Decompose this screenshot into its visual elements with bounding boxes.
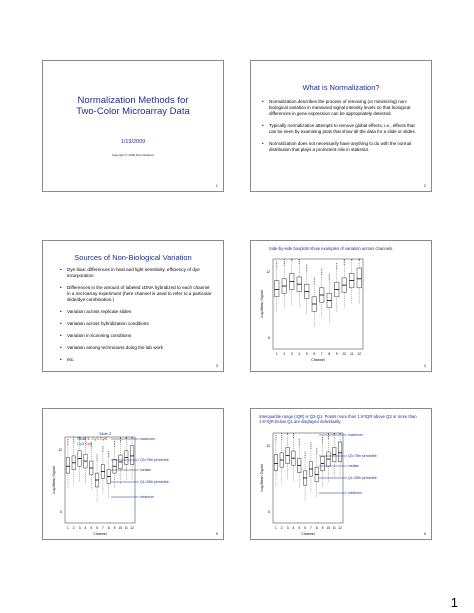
plot-frame (273, 259, 363, 349)
outlier-point (336, 267, 337, 268)
boxplot-chart (43, 409, 224, 540)
bullet: • Variation across hybridization conditions (67, 321, 213, 327)
bullet: • Variation in scanning conditions (67, 333, 213, 339)
x-tick-label: 10 (342, 352, 347, 356)
outlier-point (321, 270, 322, 271)
outlier-point (316, 451, 317, 452)
outlier-point (329, 274, 330, 275)
x-tick-label: 3 (286, 526, 289, 530)
outlier-point (322, 441, 323, 442)
box (357, 268, 362, 288)
slide-boxplot-annotated (42, 408, 224, 540)
slide-number: 1 (215, 183, 218, 188)
outlier-point (284, 263, 285, 264)
slide-number: 3 (215, 363, 218, 368)
outlier-point (108, 456, 109, 457)
outlier-point (120, 440, 121, 441)
slide-3-bullets (57, 267, 213, 369)
x-tick-label: 11 (124, 526, 128, 530)
x-tick-label: 3 (290, 352, 293, 356)
outlier-point (281, 437, 282, 438)
outlier-point (73, 443, 74, 444)
x-tick-label: 4 (298, 352, 301, 356)
boxplot-chart (251, 409, 432, 540)
annotation-label: Q1=25th percentile (348, 476, 377, 481)
outlier-point (328, 436, 329, 437)
annotation-label: Q3=75th percentile (348, 454, 377, 459)
outlier-point (322, 437, 323, 438)
slide-sources-variation (42, 240, 224, 372)
outlier-point (321, 274, 322, 275)
y-tick-label: 6 (60, 510, 62, 514)
outlier-point (306, 268, 307, 269)
box (130, 446, 134, 465)
bullet: • etc. (67, 357, 213, 363)
outlier-point (336, 265, 337, 266)
outlier-point (316, 450, 317, 451)
outlier-point (102, 449, 103, 450)
outlier-point (344, 259, 345, 260)
x-tick-label: 2 (72, 526, 75, 530)
x-tick-label: 3 (78, 526, 81, 530)
outlier-point (344, 260, 345, 261)
outlier-point (336, 263, 337, 264)
bullet: • Dye bias: differences in heat and light sensitivity, efficiency of dye incorporation (67, 267, 213, 279)
slide-number: 5 (215, 531, 218, 536)
x-tick-label: 7 (310, 526, 312, 530)
outlier-point (310, 444, 311, 445)
x-tick-label: 5 (90, 526, 93, 530)
boxplot-chart (251, 241, 432, 372)
outlier-point (306, 267, 307, 268)
box (338, 442, 342, 462)
slide-1-date: 1/13/2009 (120, 139, 146, 145)
outlier-point (340, 433, 341, 434)
slide-iqr (250, 408, 432, 540)
outlier-point (310, 446, 311, 447)
x-tick-label: 8 (107, 526, 110, 530)
outlier-point (314, 277, 315, 278)
outlier-point (305, 451, 306, 452)
outlier-point (132, 437, 133, 438)
outlier-point (108, 451, 109, 452)
x-tick-label: 8 (315, 526, 318, 530)
outlier-point (299, 439, 300, 440)
outlier-point (310, 448, 311, 449)
bullet: • Differences in the amount of labeled cDNA hybridized to each channel in a microarray experiment (here channel is used to refer to a particular slide/dye combination.) (67, 285, 213, 303)
y-axis-label: Log Mean Signal (260, 290, 264, 318)
outlier-point (314, 281, 315, 282)
annotation-label: minimum (348, 491, 362, 496)
outlier-point (291, 259, 292, 260)
slide-number: 4 (423, 363, 426, 368)
outlier-point (102, 451, 103, 452)
bullet: • Normalization does not necessarily have anything to do with the normal distribution that plays a prominent role in statistics. (269, 141, 421, 153)
x-tick-label: 9 (335, 352, 338, 356)
outlier-point (306, 265, 307, 266)
outlier-point (275, 435, 276, 436)
outlier-point (322, 439, 323, 440)
outlier-point (305, 457, 306, 458)
x-tick-label: 6 (304, 526, 306, 530)
slide-1-title: Normalization Methods for Two-Color Microarray Data (76, 95, 190, 117)
outlier-point (281, 435, 282, 436)
outlier-point (275, 439, 276, 440)
outlier-point (329, 279, 330, 280)
outlier-point (322, 442, 323, 443)
x-axis-label: Channel (93, 532, 107, 536)
outlier-point (305, 453, 306, 454)
outlier-point (299, 259, 300, 260)
outlier-point (108, 453, 109, 454)
outlier-point (67, 441, 68, 442)
y-tick-label: 12 (266, 270, 270, 274)
outlier-point (287, 433, 288, 434)
outlier-point (305, 455, 306, 456)
outlier-point (276, 263, 277, 264)
slide-number: 6 (423, 531, 426, 536)
x-axis-label: Channel (311, 358, 325, 362)
x-tick-label: 7 (320, 352, 323, 356)
y-axis-label: Log Mean Signal (52, 466, 56, 494)
x-tick-label: 2 (283, 352, 286, 356)
outlier-point (316, 453, 317, 454)
outlier-point (314, 283, 315, 284)
bullet: • Variation among technicians doing the lab work (67, 345, 213, 351)
outlier-point (91, 448, 92, 449)
outlier-point (126, 437, 127, 438)
outlier-point (306, 270, 307, 271)
bullet: • Typically normalization attempts to remove global effects, i.e., effects that can be seen by examining plots that show all the data for a slide or slides. (269, 123, 421, 135)
slide-4-caption: Side-by-side boxplots show examples of variation across channels. (269, 246, 394, 251)
outlier-point (299, 444, 300, 445)
outlier-point (316, 448, 317, 449)
outlier-point (67, 443, 68, 444)
x-tick-label: 12 (338, 526, 342, 530)
x-tick-label: 1 (275, 352, 278, 356)
y-tick-label: 6 (268, 510, 270, 514)
outlier-point (97, 460, 98, 461)
outlier-point (276, 267, 277, 268)
x-tick-label: 4 (84, 526, 87, 530)
bullet: • Variation across replicate slides (67, 309, 213, 315)
outlier-point (275, 437, 276, 438)
outlier-point (281, 439, 282, 440)
box (66, 458, 70, 473)
outlier-point (299, 442, 300, 443)
outlier-point (299, 263, 300, 264)
x-tick-label: 10 (326, 526, 331, 530)
outlier-point (275, 441, 276, 442)
annotation-label: minimum (140, 495, 154, 500)
outlier-point (314, 279, 315, 280)
outlier-point (281, 433, 282, 434)
outlier-point (359, 259, 360, 260)
outlier-point (328, 433, 329, 434)
outlier-point (321, 272, 322, 273)
plot-frame (65, 437, 135, 523)
outlier-point (328, 438, 329, 439)
x-tick-label: 5 (298, 526, 301, 530)
x-tick-label: 8 (328, 352, 331, 356)
slide-1-copyright: Copyright © 2009 Dan Nettleton (111, 153, 155, 157)
slide-what-is-normalization (250, 60, 432, 192)
outlier-point (73, 437, 74, 438)
x-tick-label: 5 (305, 352, 308, 356)
outlier-point (321, 268, 322, 269)
outlier-point (336, 268, 337, 269)
outlier-point (344, 264, 345, 265)
outlier-point (114, 444, 115, 445)
outlier-point (102, 446, 103, 447)
x-tick-label: 1 (275, 526, 277, 530)
outlier-point (284, 265, 285, 266)
outlier-point (102, 448, 103, 449)
slide-boxplots (250, 240, 432, 372)
outlier-point (334, 433, 335, 434)
outlier-point (284, 259, 285, 260)
slide-number: 2 (423, 183, 426, 188)
x-tick-label: 7 (102, 526, 104, 530)
annotation-label: median (348, 464, 360, 469)
outlier-point (97, 456, 98, 457)
slide-title (42, 60, 224, 192)
outlier-point (284, 261, 285, 262)
outlier-point (97, 458, 98, 459)
box (275, 281, 280, 297)
outlier-point (299, 441, 300, 442)
outlier-point (114, 446, 115, 447)
outlier-point (276, 261, 277, 262)
annotation-label: Q1=25th percentile (140, 480, 169, 485)
x-tick-label: 9 (113, 526, 116, 530)
y-axis-label: Log Mean Signal (260, 464, 264, 492)
annotation-label: maximum (348, 433, 363, 438)
outlier-point (97, 455, 98, 456)
annotation-label: maximum (140, 437, 155, 442)
outlier-point (293, 433, 294, 434)
outlier-point (329, 277, 330, 278)
outlier-point (351, 259, 352, 260)
slide-label: Slide 2 (99, 431, 112, 436)
outlier-point (120, 442, 121, 443)
outlier-point (91, 446, 92, 447)
x-tick-label: 1 (67, 526, 69, 530)
y-tick-label: 12 (58, 448, 62, 452)
outlier-point (120, 437, 121, 438)
slide-2-title: What is Normalization? (302, 83, 380, 92)
x-tick-label: 4 (292, 526, 295, 530)
x-tick-label: 12 (357, 352, 362, 356)
slide-3-title: Sources of Non-Biological Variation (74, 253, 192, 262)
box (274, 455, 278, 471)
slide-6-caption: Interquartile range (IQR) is Q3-Q1. Points more than 1.5*IQR above Q3 or more than 1.5*IQR below Q1 are displayed individually. (259, 414, 417, 424)
x-axis-label: Channel (301, 532, 315, 536)
outlier-point (293, 437, 294, 438)
x-tick-label: 11 (332, 526, 336, 530)
outlier-point (108, 455, 109, 456)
annotation-label: Q3=75th percentile (140, 458, 169, 463)
dye-row-label: Cy3 Cy5 (77, 441, 93, 446)
bullet: • Normalization describes the process of removing (or minimizing) non-biological variation in measured signal intensity levels so that biological differences in gene expression can be appropriately detected. (269, 99, 421, 117)
x-tick-label: 6 (313, 352, 316, 356)
outlier-point (310, 442, 311, 443)
page-number: 1 (450, 595, 458, 610)
y-tick-label: 6 (268, 336, 270, 340)
outlier-point (114, 441, 115, 442)
outlier-point (73, 441, 74, 442)
outlier-point (344, 262, 345, 263)
x-tick-label: 9 (321, 526, 324, 530)
x-tick-label: 12 (130, 526, 134, 530)
outlier-point (114, 443, 115, 444)
slide-2-bullets (259, 99, 421, 159)
x-tick-label: 2 (280, 526, 283, 530)
outlier-point (299, 261, 300, 262)
outlier-point (67, 439, 68, 440)
outlier-point (293, 435, 294, 436)
x-tick-label: 10 (118, 526, 123, 530)
annotation-label: median (140, 468, 152, 473)
outlier-point (276, 265, 277, 266)
x-tick-label: 11 (350, 352, 354, 356)
outlier-point (67, 444, 68, 445)
x-tick-label: 6 (96, 526, 98, 530)
y-tick-label: 12 (266, 444, 270, 448)
slide-row-label: Slide 1: Cy3 Cy5 (77, 436, 107, 441)
outlier-point (329, 276, 330, 277)
outlier-point (73, 439, 74, 440)
